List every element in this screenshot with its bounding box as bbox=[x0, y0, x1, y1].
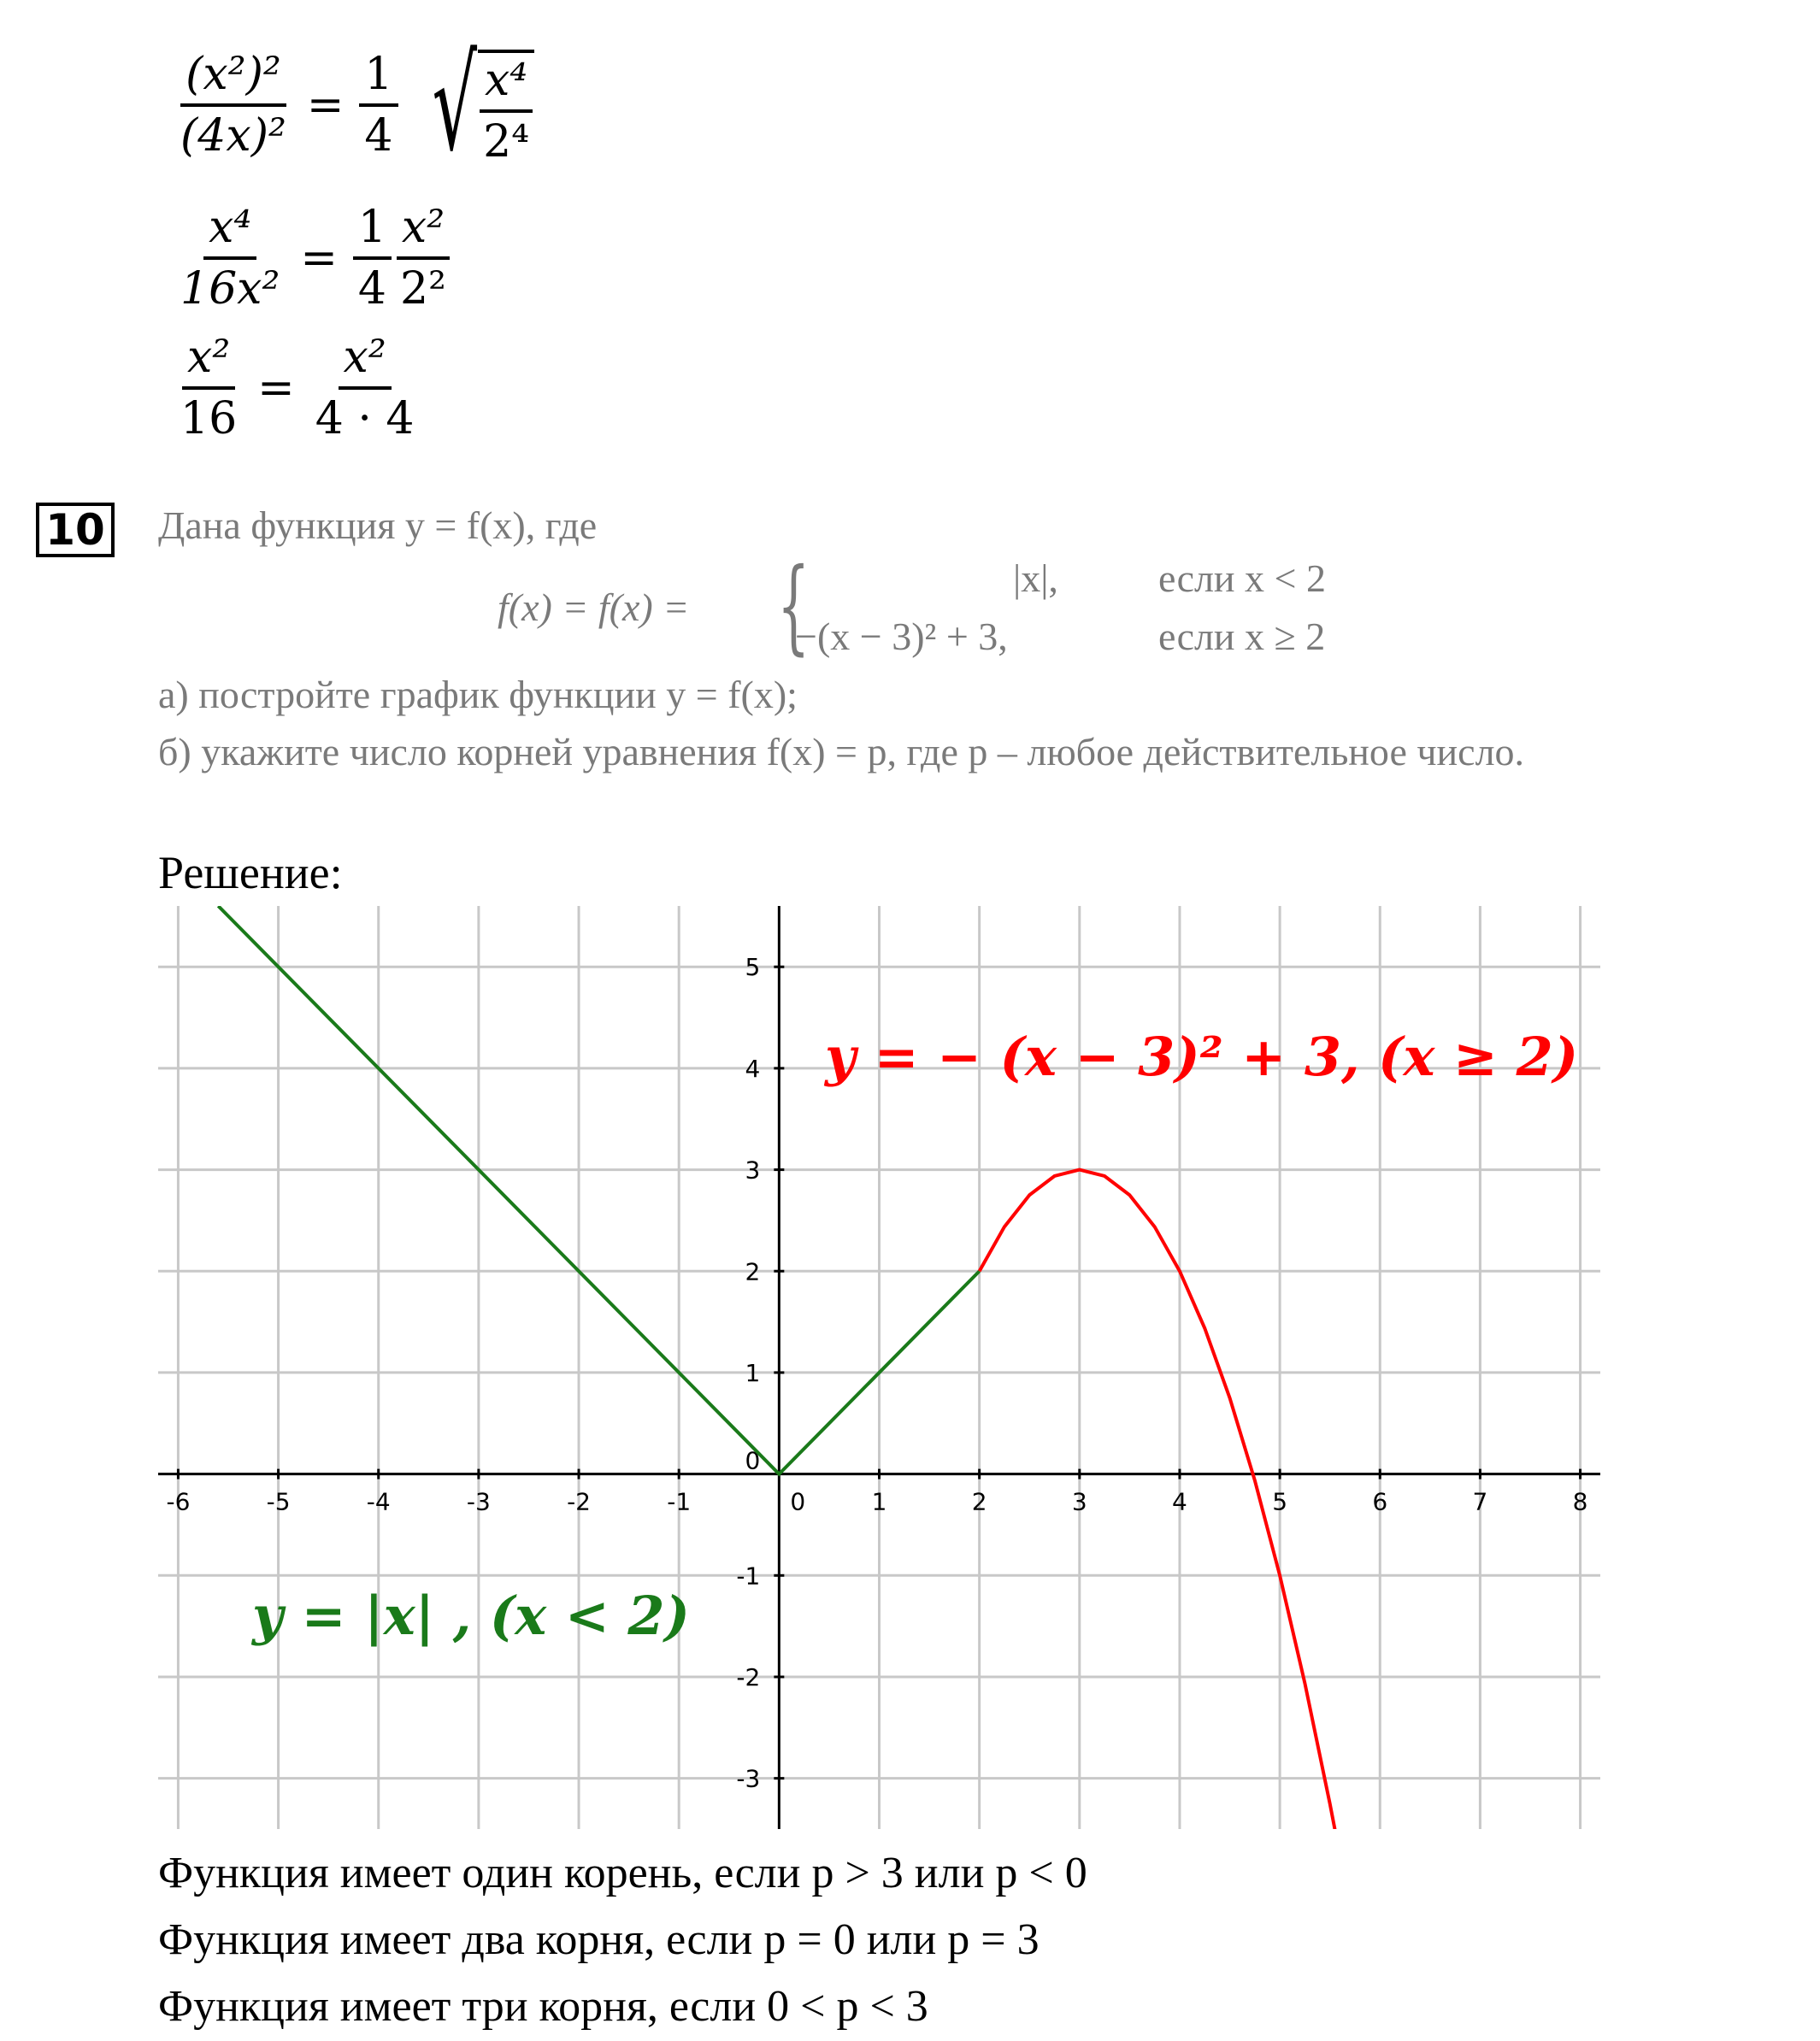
numerator: 1 bbox=[353, 202, 392, 260]
case1-expression: |x|, bbox=[1013, 556, 1058, 600]
radical-sign: √ bbox=[432, 31, 477, 179]
case2-expression: −(x − 3)² + 3, bbox=[795, 615, 1008, 658]
x-tick-label: 2 bbox=[971, 1487, 987, 1516]
x-tick-label: -3 bbox=[466, 1487, 491, 1516]
x-tick-label: 7 bbox=[1472, 1487, 1488, 1516]
case1-condition: если x < 2 bbox=[1158, 556, 1326, 600]
x-tick-label: 6 bbox=[1372, 1487, 1388, 1516]
part-a: а) постройте график функции y = f(x); bbox=[158, 673, 798, 716]
denominator: 4 bbox=[364, 110, 393, 162]
function-definition-lhs: f(x) = f(x) = bbox=[498, 585, 690, 629]
denominator: 4 bbox=[357, 263, 387, 315]
x-tick-label: -4 bbox=[366, 1487, 391, 1516]
numerator: 1 bbox=[359, 49, 398, 107]
denominator: 4 · 4 bbox=[315, 393, 415, 444]
y-tick-label: -2 bbox=[736, 1662, 761, 1691]
x-tick-label: 5 bbox=[1272, 1487, 1288, 1516]
equals-sign: = bbox=[306, 79, 345, 131]
answer-two-roots: Функция имеет два корня, если p = 0 или p = 3 bbox=[158, 1915, 1040, 1964]
y-tick-label: 0 bbox=[745, 1446, 761, 1475]
numerator: x² bbox=[182, 332, 235, 390]
numerator: x⁴ bbox=[480, 55, 533, 113]
numerator: (x²)² bbox=[180, 49, 286, 107]
x-tick-label: 8 bbox=[1572, 1487, 1588, 1516]
solution-label: Решение: bbox=[158, 847, 343, 898]
equals-sign: = bbox=[257, 362, 295, 414]
x-tick-label: 3 bbox=[1071, 1487, 1087, 1516]
denominator: 16x² bbox=[180, 263, 280, 315]
annotation-absolute: y = |x| , (x < 2) bbox=[252, 1585, 690, 1647]
x-tick-label: 1 bbox=[871, 1487, 887, 1516]
numerator: x² bbox=[339, 332, 392, 390]
denominator: (4x)² bbox=[180, 110, 286, 162]
x-tick-label: 0 bbox=[790, 1487, 806, 1516]
y-tick-label: 5 bbox=[745, 953, 761, 982]
equals-sign: = bbox=[300, 232, 338, 284]
y-tick-label: 2 bbox=[745, 1257, 761, 1286]
problem-number: 10 bbox=[36, 503, 115, 557]
x-tick-label: 4 bbox=[1172, 1487, 1187, 1516]
y-tick-label: 3 bbox=[745, 1156, 761, 1185]
annotation-parabola: y = − (x − 3)² + 3, (x ≥ 2) bbox=[825, 1026, 1579, 1088]
denominator: 16 bbox=[180, 393, 238, 444]
series-line-0 bbox=[218, 906, 979, 1474]
x-tick-label: -5 bbox=[266, 1487, 291, 1516]
problem-intro: Дана функция y = f(x), где bbox=[158, 503, 598, 547]
y-tick-label: 4 bbox=[745, 1054, 761, 1083]
x-tick-label: -6 bbox=[166, 1487, 191, 1516]
y-tick-label: -3 bbox=[736, 1764, 761, 1793]
case2-condition: если x ≥ 2 bbox=[1158, 615, 1326, 658]
part-b: б) укажите число корней уравнения f(x) = p, где p – любое действительное число. bbox=[158, 730, 1525, 773]
answer-three-roots: Функция имеет три корня, если 0 < p < 3 bbox=[158, 1982, 928, 2031]
numerator: x² bbox=[397, 202, 450, 260]
numerator: x⁴ bbox=[203, 202, 256, 260]
y-tick-label: 1 bbox=[745, 1358, 761, 1387]
denominator: 2² bbox=[400, 263, 446, 315]
x-tick-label: -1 bbox=[667, 1487, 692, 1516]
x-tick-label: -2 bbox=[567, 1487, 592, 1516]
answer-one-root: Функция имеет один корень, если p > 3 или p < 0 bbox=[158, 1849, 1087, 1897]
denominator: 2⁴ bbox=[483, 116, 530, 168]
cases-brace-icon: { bbox=[777, 547, 810, 666]
y-tick-label: -1 bbox=[736, 1562, 761, 1591]
